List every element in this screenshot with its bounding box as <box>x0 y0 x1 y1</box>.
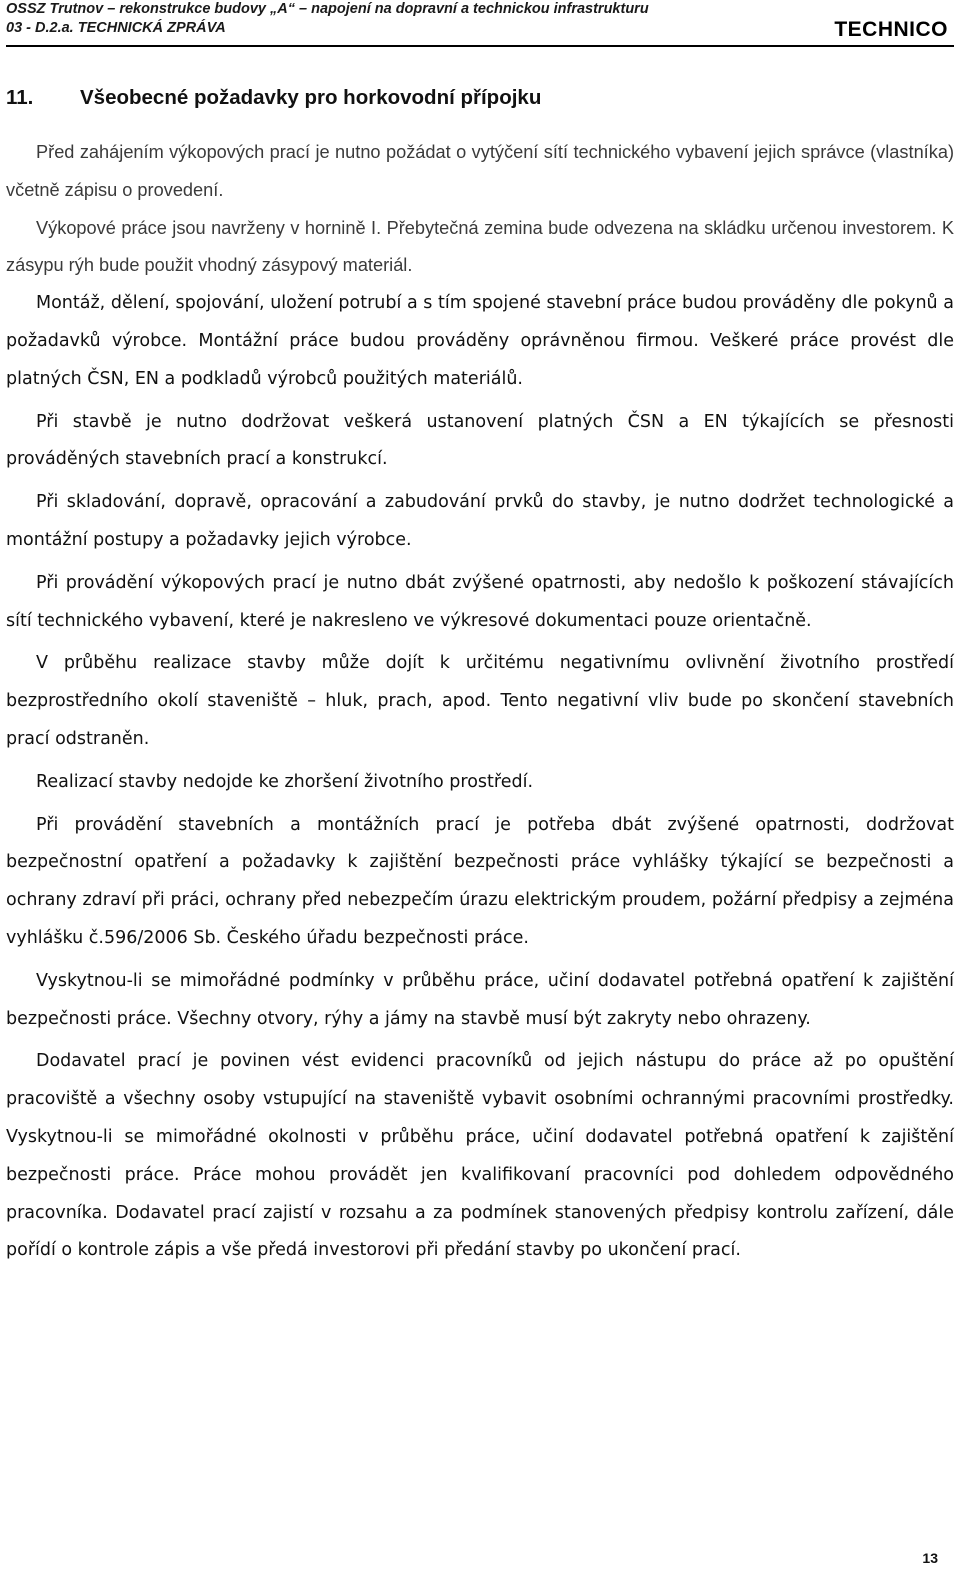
project-title: OSSZ Trutnov – rekonstrukce budovy „A“ – napojení na dopravní a technickou infrastrukturu <box>6 1 649 17</box>
paragraph: Při skladování, dopravě, opracování a zabudování prvků do stavby, je nutno dodržet technologické a montážní postupy a požadavky jejich výrobce. <box>6 492 954 550</box>
paragraph: V průběhu realizace stavby může dojít k určitému negativnímu ovlivnění životního prostředí bezprostředního okolí staveniště – hluk, prach, apod. Tento negativní vliv bude po skončení stavebních prací odstraněn. <box>6 653 954 749</box>
document-body <box>6 134 954 1270</box>
paragraph: Montáž, dělení, spojování, uložení potrubí a s tím spojené stavební práce budou prováděny dle pokynů a požadavků výrobce. Montážní práce budou prováděny oprávněnou firmou. Veškeré práce provést dle platných ČSN, EN a podkladů výrobců použitých materiálů. <box>6 293 954 389</box>
paragraph: Výkopové práce jsou navrženy v hornině I. Přebytečná zemina bude odvezena na skládku určenou investorem. K zásypu rýh bude použit vhodný zásypový materiál. <box>6 217 954 276</box>
paragraph: Vyskytnou-li se mimořádné podmínky v průběhu práce, učiní dodavatel potřebná opatření k zajištění bezpečnosti práce. Všechny otvory, rýhy a jámy na stavbě musí být zakryty nebo ohrazeny. <box>6 970 954 1029</box>
company-logo: TECHNICO <box>834 18 948 41</box>
section-title: Všeobecné požadavky pro horkovodní přípojku <box>80 86 542 109</box>
paragraph: Při stavbě je nutno dodržovat veškerá ustanovení platných ČSN a EN týkajících se přesnosti prováděných stavebních prací a konstrukcí. <box>6 411 954 470</box>
document-title: 03 - D.2.a. TECHNICKÁ ZPRÁVA <box>6 20 226 36</box>
section-number: 11. <box>6 86 34 109</box>
header-divider <box>6 45 954 47</box>
paragraph: Realizací stavby nedojde ke zhoršení životního prostředí. <box>36 771 534 792</box>
paragraph: Dodavatel prací je povinen vést evidenci pracovníků od jejich nástupu do práce až po opuštění pracoviště a všechny osoby vstupující na staveniště vybavit osobními ochrannými pracovními prostředky. Vyskytnou-li se mimořádné okolnosti v průběhu práce, učiní dodavatel potřebná opatření k zajištění bezpečnosti práce. Práce mohou provádět jen kvalifikovaní pracovníci pod dohledem odpovědného pracovníka. Dodavatel prací zajistí v rozsahu a za podmínek stanovených předpisy kontrolu zařízení, dále pořídí o kontrole zápis a vše předá investorovi při předání stavby po ukončení prací. <box>6 1051 954 1261</box>
paragraph: Při provádění výkopových prací je nutno dbát zvýšené opatrnosti, aby nedošlo k poškození stávajících sítí technického vybavení, které je nakresleno ve výkresové dokumentaci pouze orientačně. <box>6 572 954 631</box>
page-header <box>0 0 960 48</box>
page-number: 13 <box>922 1550 938 1566</box>
section-heading <box>6 86 541 110</box>
paragraph: Před zahájením výkopových prací je nutno požádat o vytýčení sítí technického vybavení jejich správce (vlastníka) včetně zápisu o provedení. <box>6 142 954 200</box>
paragraph: Při provádění stavebních a montážních prací je potřeba dbát zvýšené opatrnosti, dodržovat bezpečnostní opatření a požadavky k zajištění bezpečnosti práce vyhlášky týkající se bezpečnosti a ochrany zdraví při práci, ochrany před nebezpečím úrazu elektrickým proudem, požární předpisy a zejména vyhlášku č.596/2006 Sb. Českého úřadu bezpečnosti práce. <box>6 814 954 948</box>
